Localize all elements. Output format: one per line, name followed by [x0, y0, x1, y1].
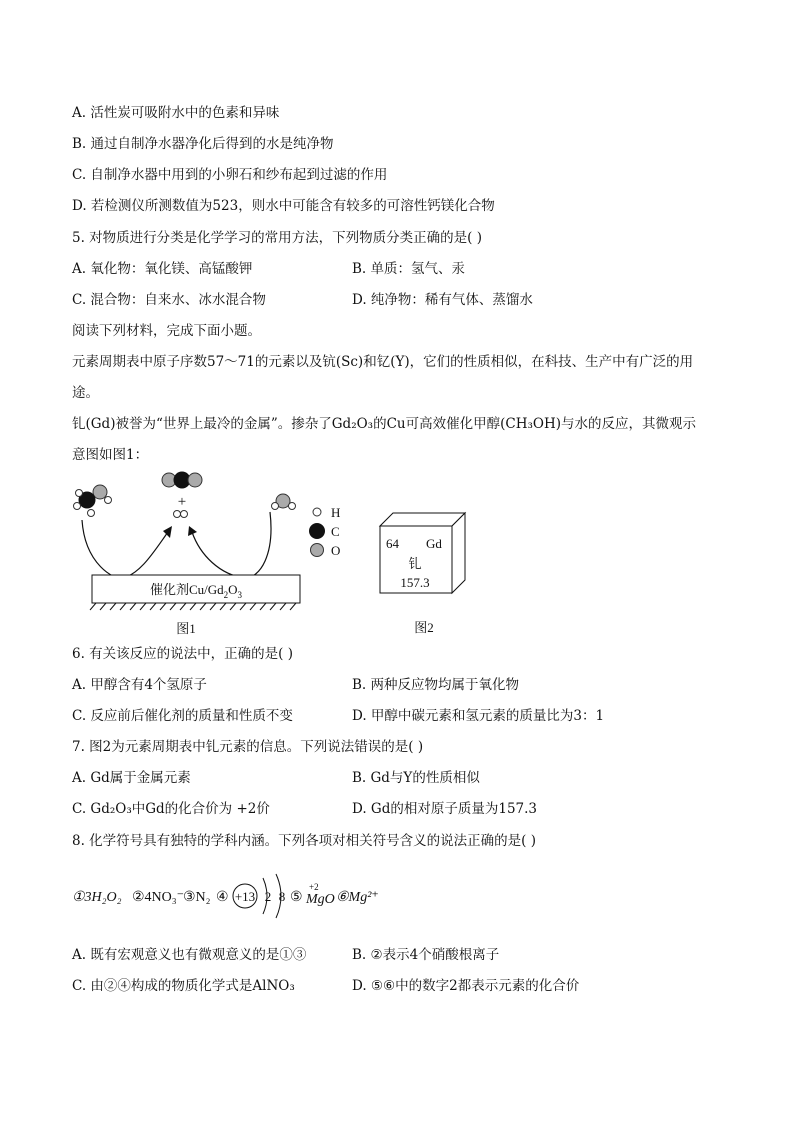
material-paragraph-2-line-2: 意图如图1： [72, 447, 149, 463]
oxygen-atom-icon [311, 544, 324, 557]
electron-shell-1: 2 [264, 889, 272, 904]
q4-option-b: B. 通过自制净水器净化后得到的水是纯净物 [72, 136, 334, 152]
q5-option-b: B. 单质：氢气、汞 [352, 261, 466, 277]
q5-option-a: A. 氧化物：氧化镁、高锰酸钾 [72, 261, 253, 277]
atomic-mass: 157.3 [400, 575, 430, 590]
legend-label-c: C [331, 524, 340, 539]
q4-option-a: A. 活性炭可吸附水中的色素和异味 [72, 105, 280, 121]
figure-2-element-card [375, 508, 475, 648]
legend-label-o: O [331, 543, 341, 558]
q4-option-c: C. 自制净水器中用到的小卵石和纱布起到过滤的作用 [72, 167, 388, 183]
q5-option-d: D. 纯净物：稀有气体、蒸馏水 [352, 292, 533, 308]
q7-option-d: D. Gd的相对原子质量为157.3 [352, 801, 537, 817]
material-paragraph-2-line-1: 钆(Gd)被誉为“世界上最冷的金属”。掺杂了Gd₂O₃的Cu可高效催化甲醇(CH₃OH)与水的反应，其微观示 [72, 416, 696, 432]
q6-option-d: D. 甲醇中碳元素和氢元素的质量比为3：1 [352, 708, 605, 724]
figure-1-caption: 图1 [176, 621, 196, 636]
q6-stem: 6. 有关该反应的说法中，正确的是( ) [72, 646, 293, 662]
q5-stem: 5. 对物质进行分类是化学学习的常用方法，下列物质分类正确的是( ) [72, 230, 482, 246]
symbol-5: MgO [306, 892, 335, 907]
q4-option-d: D. 若检测仪所测数值为523，则水中可能含有较多的可溶性钙镁化合物 [72, 198, 495, 214]
element-symbol: Gd [426, 536, 442, 551]
water-molecule-icon [272, 494, 296, 510]
q6-option-c: C. 反应前后催化剂的质量和性质不变 [72, 708, 293, 724]
q8-chemical-symbols [70, 868, 400, 928]
symbol-2: ②4NO₃⁻ [132, 890, 185, 905]
q8-option-b: B. ②表示4个硝酸根离子 [352, 947, 500, 963]
hydrogen-atom-icon [313, 508, 321, 516]
symbol-5-label: ⑤ [290, 890, 303, 905]
symbol-6: ⑥Mg²⁺ [336, 890, 379, 905]
legend-label-h: H [331, 505, 341, 520]
q6-option-a: A. 甲醇含有4个氢原子 [72, 677, 207, 693]
q6-option-b: B. 两种反应物均属于氧化物 [352, 677, 520, 693]
figure-2-caption: 图2 [414, 620, 434, 635]
methanol-molecule-icon [74, 485, 112, 517]
q8-stem: 8. 化学符号具有独特的学科内涵。下列各项对相关符号含义的说法正确的是( ) [72, 833, 536, 849]
q8-option-a: A. 既有宏观意义也有微观意义的是①③ [72, 947, 307, 963]
carbon-atom-icon [309, 523, 325, 539]
q7-option-a: A. Gd属于金属元素 [72, 770, 191, 786]
atomic-number: 64 [386, 536, 399, 551]
q8-option-d: D. ⑤⑥中的数字2都表示元素的化合价 [352, 978, 580, 994]
symbol-1: ①3H₂O₂ [72, 890, 122, 905]
carbon-dioxide-molecule-icon [162, 472, 202, 489]
q7-option-c: C. Gd₂O₃中Gd的化合价为 +2价 [72, 801, 270, 817]
surface-hatching [90, 603, 296, 610]
element-name: 钆 [408, 556, 422, 571]
electron-shell-2: 8 [278, 889, 286, 904]
figure-1-reaction-diagram [60, 460, 360, 645]
nucleus-charge: +13 [234, 889, 256, 904]
material-paragraph-1-line-2: 途。 [72, 385, 99, 401]
plus-sign: + [177, 494, 187, 510]
q8-option-c: C. 由②④构成的物质化学式是AlNO₃ [72, 978, 295, 994]
hydrogen-molecule-icon [174, 511, 188, 518]
q7-stem: 7. 图2为元素周期表中钆元素的信息。下列说法错误的是( ) [72, 739, 424, 755]
reading-intro: 阅读下列材料，完成下面小题。 [72, 323, 261, 339]
valence-mark: +2 [309, 882, 319, 892]
q7-option-b: B. Gd与Y的性质相似 [352, 770, 480, 786]
material-paragraph-1-line-1: 元素周期表中原子序数57～71的元素以及钪(Sc)和钇(Y)，它们的性质相似，在科技、生产中有广泛的用 [72, 354, 694, 370]
catalyst-label: 催化剂$Cu/Gd_2O_3$ [149, 582, 243, 600]
q5-option-c: C. 混合物：自来水、冰水混合物 [72, 292, 266, 308]
atom-legend [309, 505, 340, 558]
aluminum-ion-structure-diagram [233, 874, 285, 918]
symbol-3: ③N₂ [183, 890, 211, 905]
symbol-4-label: ④ [216, 890, 229, 905]
